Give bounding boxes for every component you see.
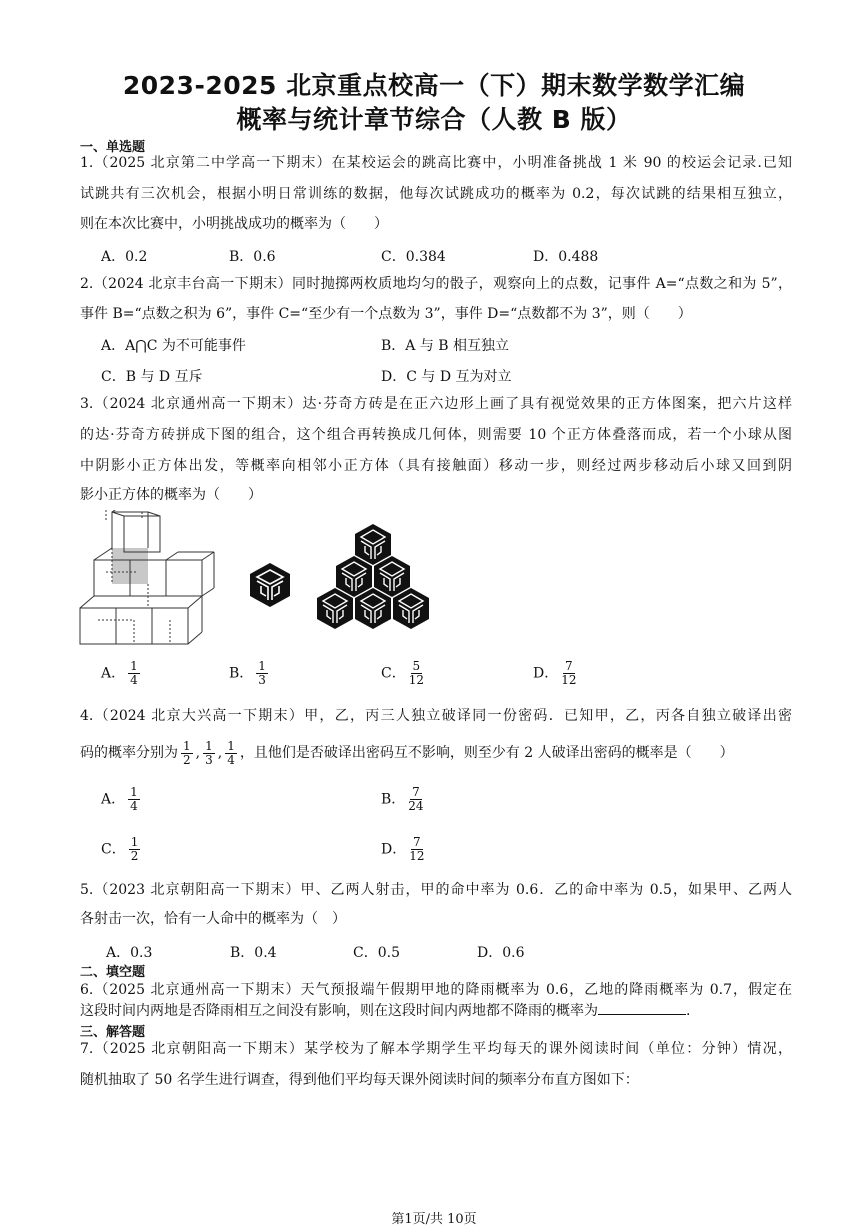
q3-option-d-numerator: 7 [565,659,573,673]
q3-option-a [101,660,143,687]
q3-option-c-denominator: 12 [408,673,424,687]
q4-option-d-numerator: 7 [413,835,421,849]
q5-line1: 5.（2023 北京朝阳高一下期末）甲、乙两人射击，甲的命中率为 0.6．乙的命中率为 0.5，如果甲、乙两人 [80,882,792,898]
q4-line2: 码的概率分别为 $\frac{1}{2}$ , $\frac{1}{3}$ , $\frac{1}{4}$ ，且他们是否破译出密码互不影响，则至少有 2 人破译出密码的概率是（ ） [80,738,734,767]
q1-option-a: A．0.2 [101,249,148,265]
q1-line1: 1.（2025 北京第二中学高一下期末）在某校运会的跳高比赛中，小明准备挑战 1 米 90 的校运会记录.已知 [80,155,792,171]
q7-line2: 随机抽取了 50 名学生进行调查，得到他们平均每天课外阅读时间的频率分布直方图如下： [80,1072,639,1088]
q3-option-d-label: D． [533,665,559,682]
q6-line2-text: 这段时间内两地是否降雨相互之间没有影响，则在这段时间内两地都不降雨的概率为 [80,1003,598,1019]
q4-option-b-fraction [408,786,423,813]
q1-line2: 试跳共有三次机会，根据小明日常训练的数据，他每次试跳成功的概率为 0.2，每次试跳的结果相互独立， [80,186,792,202]
q4-frac-3-denominator: 4 [227,752,235,767]
q3-option-c-fraction [409,660,424,687]
page-footer: 第1页/共 10页 [391,1212,477,1227]
q4-frac-3 [225,740,237,767]
q2-option-d: D．C 与 D 互为对立 [381,369,512,385]
q4-option-b-numerator: 7 [412,785,420,799]
q2-option-c: C．B 与 D 互斥 [101,369,203,385]
q5-option-d: D．0.6 [477,945,525,961]
q3-option-d-denominator: 12 [561,673,577,687]
q4-option-d [381,836,428,863]
q4-option-c-label: C． [101,841,126,858]
q6-line1: 6.（2025 北京通州高一下期末）天气预报端午假期甲地的降雨概率为 0.6，乙地的降雨概率为 0.7，假定在 [80,982,792,998]
q4-line2-start: 码的概率分别为 [80,745,178,761]
q1-option-d: D．0.488 [533,249,599,265]
q4-frac-3-numerator: 1 [227,738,235,753]
q6-line2 [80,1001,690,1021]
q3-option-b-numerator: 1 [258,659,266,673]
q3-line4: 影小正方体的概率为（ ） [80,487,262,503]
q5-line2: 各射击一次，恰有一人命中的概率为（ ） [80,911,346,927]
q3-option-d [533,660,580,687]
document-title-line2: 概率与统计章节综合（人教 B 版） [236,105,632,134]
q3-option-b-denominator: 3 [258,673,266,687]
q3-option-d-fraction [561,660,576,687]
q7-line1: 7.（2025 北京朝阳高一下期末）某学校为了解本学期学生平均每天的课外阅读时间（单位：分钟）情况， [80,1041,792,1057]
q4-option-b-denominator: 24 [408,799,424,813]
q4-option-d-fraction [409,836,424,863]
section-answer: 三、解答题 [80,1025,146,1040]
q4-option-a-label: A． [101,791,126,808]
q4-option-a-numerator: 1 [130,785,138,799]
q4-option-b-label: B． [381,791,406,808]
q3-option-c [381,660,427,687]
document-title-line1: 2023-2025 北京重点校高一（下）期末数学数学汇编 [122,71,746,100]
q3-line2: 的达·芬奇方砖拼成下图的组合，这个组合再转换成几何体，则需要 10 个正方体叠落而成，若一个小球从图 [80,427,792,443]
q4-frac-2-numerator: 1 [205,738,213,753]
davinci-tile-stack-figure [312,524,434,648]
q1-line3: 则在本次比赛中，小明挑战成功的概率为（ ） [80,216,388,232]
q4-option-a-denominator: 4 [130,799,138,813]
q4-line1: 4.（2024 北京大兴高一下期末）甲，乙，丙三人独立破译同一份密码．已知甲，乙，丙各自独立破译出密 [80,708,792,724]
q4-option-d-label: D． [381,841,407,858]
q1-option-b: B．0.6 [229,249,276,265]
q2-line1: 2.（2024 北京丰台高一下期末）同时抛掷两枚质地均匀的骰子，观察向上的点数，记事件 A=“点数之和为 5”， [80,276,792,292]
q4-frac-1 [181,740,193,767]
q3-line3: 中阴影小正方体出发，等概率向相邻小正方体（具有接触面）移动一步，则经过两步移动后小球又回到阴 [80,458,792,474]
q3-option-b-label: B． [229,665,254,682]
q4-option-a-fraction [128,786,140,813]
q4-frac-1-numerator: 1 [183,738,191,753]
q3-line1: 3.（2024 北京通州高一下期末）达·芬奇方砖是在正六边形上画了具有视觉效果的正方体图案，把六片这样 [80,396,792,412]
q4-line2-end: ，且他们是否破译出密码互不影响，则至少有 2 人破译出密码的概率是（ ） [239,745,734,761]
q4-option-d-denominator: 12 [409,849,425,863]
q5-option-b: B．0.4 [230,945,277,961]
q3-option-b-fraction [256,660,268,687]
q2-option-b: B．A 与 B 相互独立 [381,338,510,354]
q4-option-a [101,786,143,813]
q2-option-a: A．A⋂C 为不可能事件 [101,338,246,354]
q3-option-a-fraction [128,660,140,687]
q3-option-c-label: C． [381,665,406,682]
q5-option-c: C．0.5 [353,945,400,961]
section-fill-blank: 二、填空题 [80,965,146,980]
q3-option-b [229,660,271,687]
q4-option-c-numerator: 1 [130,835,139,849]
q1-option-c: C．0.384 [381,249,446,265]
q5-option-a: A．0.3 [106,945,153,961]
q3-option-a-label: A． [101,665,126,682]
q3-option-a-numerator: 1 [130,659,138,673]
q4-option-b [381,786,427,813]
q3-option-a-denominator: 4 [130,673,138,687]
q4-frac-2 [203,740,215,767]
section-single-choice: 一、单选题 [80,140,146,155]
q2-line2: 事件 B=“点数之积为 6”，事件 C=“至少有一个点数为 3”，事件 D=“点数都不为 3”，则（ ） [80,306,692,322]
q6-line2-end: . [686,1003,691,1019]
q4-frac-1-denominator: 2 [183,752,191,767]
q4-frac-2-denominator: 3 [205,752,213,767]
q4-option-c-denominator: 2 [130,849,139,863]
q4-option-c-fraction [129,836,141,863]
q6-answer-blank[interactable] [598,1002,686,1015]
single-davinci-tile-figure [248,562,292,608]
q4-option-c [101,836,143,863]
q3-option-c-numerator: 5 [412,659,421,673]
cube-stack-wireframe-figure [76,510,221,648]
